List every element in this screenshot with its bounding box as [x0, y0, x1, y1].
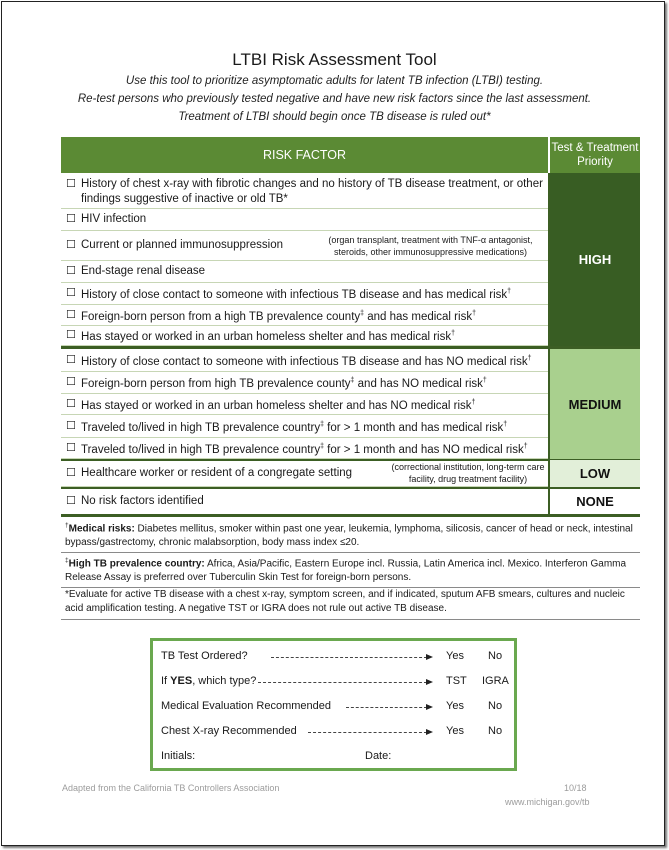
intro-line-3: Treatment of LTBI should begin once TB disease is ruled out*: [178, 111, 491, 123]
checkbox-icon[interactable]: ☐: [66, 265, 76, 277]
priority-low: LOW: [550, 460, 640, 487]
tb-test-label: TB Test Ordered?: [161, 650, 248, 662]
risk-factor-row: [61, 173, 548, 209]
double-dagger-mark: ‡: [65, 557, 69, 564]
risk-factor-row: [61, 372, 548, 394]
checkbox-icon[interactable]: ☐: [66, 441, 76, 454]
risk-factor-row: [61, 326, 548, 346]
medical-evaluation-no[interactable]: No: [488, 700, 503, 712]
test-type-tst[interactable]: TST: [446, 675, 467, 687]
footer-version: 10/18: [564, 783, 587, 793]
checkbox-icon[interactable]: ☐: [66, 494, 76, 507]
risk-factor-row: [61, 438, 548, 459]
checkbox-icon[interactable]: ☐: [66, 329, 76, 341]
chest-xray-label: Chest X-ray Recommended: [161, 725, 297, 737]
test-type-igra[interactable]: IGRA: [482, 675, 509, 687]
dashed-arrow-icon: [258, 682, 427, 683]
checkbox-icon[interactable]: ☐: [66, 419, 76, 432]
order-box: [150, 638, 517, 771]
risk-factor-row: [61, 209, 548, 231]
risk-factor-note: (organ transplant, treatment with TNF-α antagonist, steroids, other immunosuppressive medications): [328, 234, 533, 257]
priority-high: HIGH: [550, 173, 640, 346]
chest-xray-no[interactable]: No: [488, 725, 503, 737]
risk-factor-text: Foreign-born person from a high TB prevalence county‡ and has medical risk†: [81, 309, 476, 323]
test-type-label: If YES, which type?: [161, 675, 257, 687]
risk-factor-text: Traveled to/lived in high TB prevalence country‡ for > 1 month and has medical risk†: [81, 420, 508, 434]
dashed-arrow-icon: [308, 732, 427, 733]
checkbox-icon[interactable]: ☐: [66, 397, 76, 410]
risk-factor-text: Has stayed or worked in an urban homeless shelter and has NO medical risk†: [81, 398, 476, 412]
dagger-mark: †: [65, 522, 69, 529]
intro-line-1: Use this tool to prioritize asymptomatic adults for latent TB infection (LTBI) testing.: [125, 75, 544, 87]
dashed-arrow-icon: [271, 657, 427, 658]
priority-header: Test & Treatment Priority: [550, 137, 640, 173]
tb-test-no[interactable]: No: [488, 650, 503, 662]
risk-factor-row: [61, 489, 548, 513]
risk-factor-row: [61, 460, 548, 487]
risk-factor-header: RISK FACTOR: [61, 137, 548, 173]
checkbox-icon[interactable]: ☐: [66, 308, 76, 321]
checkbox-icon[interactable]: ☐: [66, 287, 76, 299]
date-label: Date:: [365, 750, 392, 762]
risk-factor-row: [61, 349, 548, 372]
checkbox-icon[interactable]: ☐: [66, 239, 76, 251]
footnote-high-prevalence: [61, 554, 640, 588]
risk-factor-text: Has stayed or worked in an urban homeless shelter and has medical risk†: [81, 330, 456, 343]
dashed-arrow-icon: [346, 707, 427, 708]
risk-factor-row: [61, 394, 548, 415]
medical-evaluation-label: Medical Evaluation Recommended: [161, 700, 331, 712]
risk-factor-row: [61, 415, 548, 438]
footer-url[interactable]: www.michigan.gov/tb: [505, 797, 590, 807]
risk-factor-text: Healthcare worker or resident of a congregate setting: [81, 466, 353, 479]
risk-factor-row: [61, 283, 548, 305]
footnote-medical-risks: [61, 519, 640, 553]
page-title: LTBI Risk Assessment Tool: [232, 50, 437, 69]
footnote-prevalence-label: High TB prevalence country:: [68, 558, 205, 570]
risk-factor-text: HIV infection: [81, 213, 147, 225]
priority-medium: MEDIUM: [550, 349, 640, 459]
initials-label: Initials:: [161, 750, 196, 762]
table-bottom-rule: [61, 514, 640, 517]
risk-factor-text: No risk factors identified: [81, 494, 204, 507]
priority-none: NONE: [550, 489, 640, 513]
risk-factor-text: Traveled to/lived in high TB prevalence country‡ for > 1 month and has NO medical risk†: [81, 442, 528, 456]
footnote-medical-text: Diabetes mellitus, smoker within past one year, leukemia, lymphoma, silicosis, cancer of head or neck, intestinal bypass/gastrectomy, chronic malabsorption, body mass index ≤20.: [65, 523, 633, 549]
checkbox-icon[interactable]: ☐: [66, 466, 76, 479]
risk-factor-text: End-stage renal disease: [81, 265, 206, 277]
chest-xray-yes[interactable]: Yes: [446, 725, 464, 737]
risk-factor-text: Foreign-born person from high TB prevalence county‡ and has NO medical risk†: [81, 377, 487, 390]
footnote-active-tb: *Evaluate for active TB disease with a chest x-ray, symptom screen, and if indicated, sputum AFB smears, cultures and nucleic acid amplification testing. A negative TST or IGRA does not rule out active TB disease.: [61, 588, 640, 620]
intro-line-2: Re-test persons who previously tested negative and have new risk factors since the last assessment.: [77, 93, 592, 105]
footnote-medical-label: Medical risks:: [68, 523, 135, 535]
checkbox-icon[interactable]: ☐: [66, 376, 76, 388]
checkbox-icon[interactable]: ☐: [66, 178, 76, 190]
risk-factor-row: [61, 305, 548, 326]
tb-test-yes[interactable]: Yes: [446, 650, 464, 662]
medical-evaluation-yes[interactable]: Yes: [446, 700, 464, 712]
checkbox-icon[interactable]: ☐: [66, 213, 76, 225]
risk-factor-note: (correctional institution, long-term care facility, drug treatment facility): [391, 462, 545, 484]
risk-factor-row: [61, 231, 548, 261]
risk-factor-text: History of chest x-ray with fibrotic changes and no history of TB disease treatment, or other findings suggestive of inactive or old TB*: [81, 178, 543, 205]
risk-factor-text: History of close contact to someone with infectious TB disease and has medical risk†: [81, 288, 512, 301]
footer-adapted: Adapted from the California TB Controllers Association: [62, 783, 280, 793]
risk-factor-text: Current or planned immunosuppression: [81, 239, 283, 251]
footnote-prevalence-text: Africa, Asia/Pacific, Eastern Europe incl. Russia, Latin America incl. Mexico. Interferon Gamma Release Assay is preferred over Tuberculin Skin Test for foreign-born persons.: [65, 558, 627, 584]
risk-factor-text: History of close contact to someone with infectious TB disease and has NO medical risk†: [81, 354, 532, 368]
risk-factor-row: [61, 261, 548, 283]
checkbox-icon[interactable]: ☐: [66, 353, 76, 366]
